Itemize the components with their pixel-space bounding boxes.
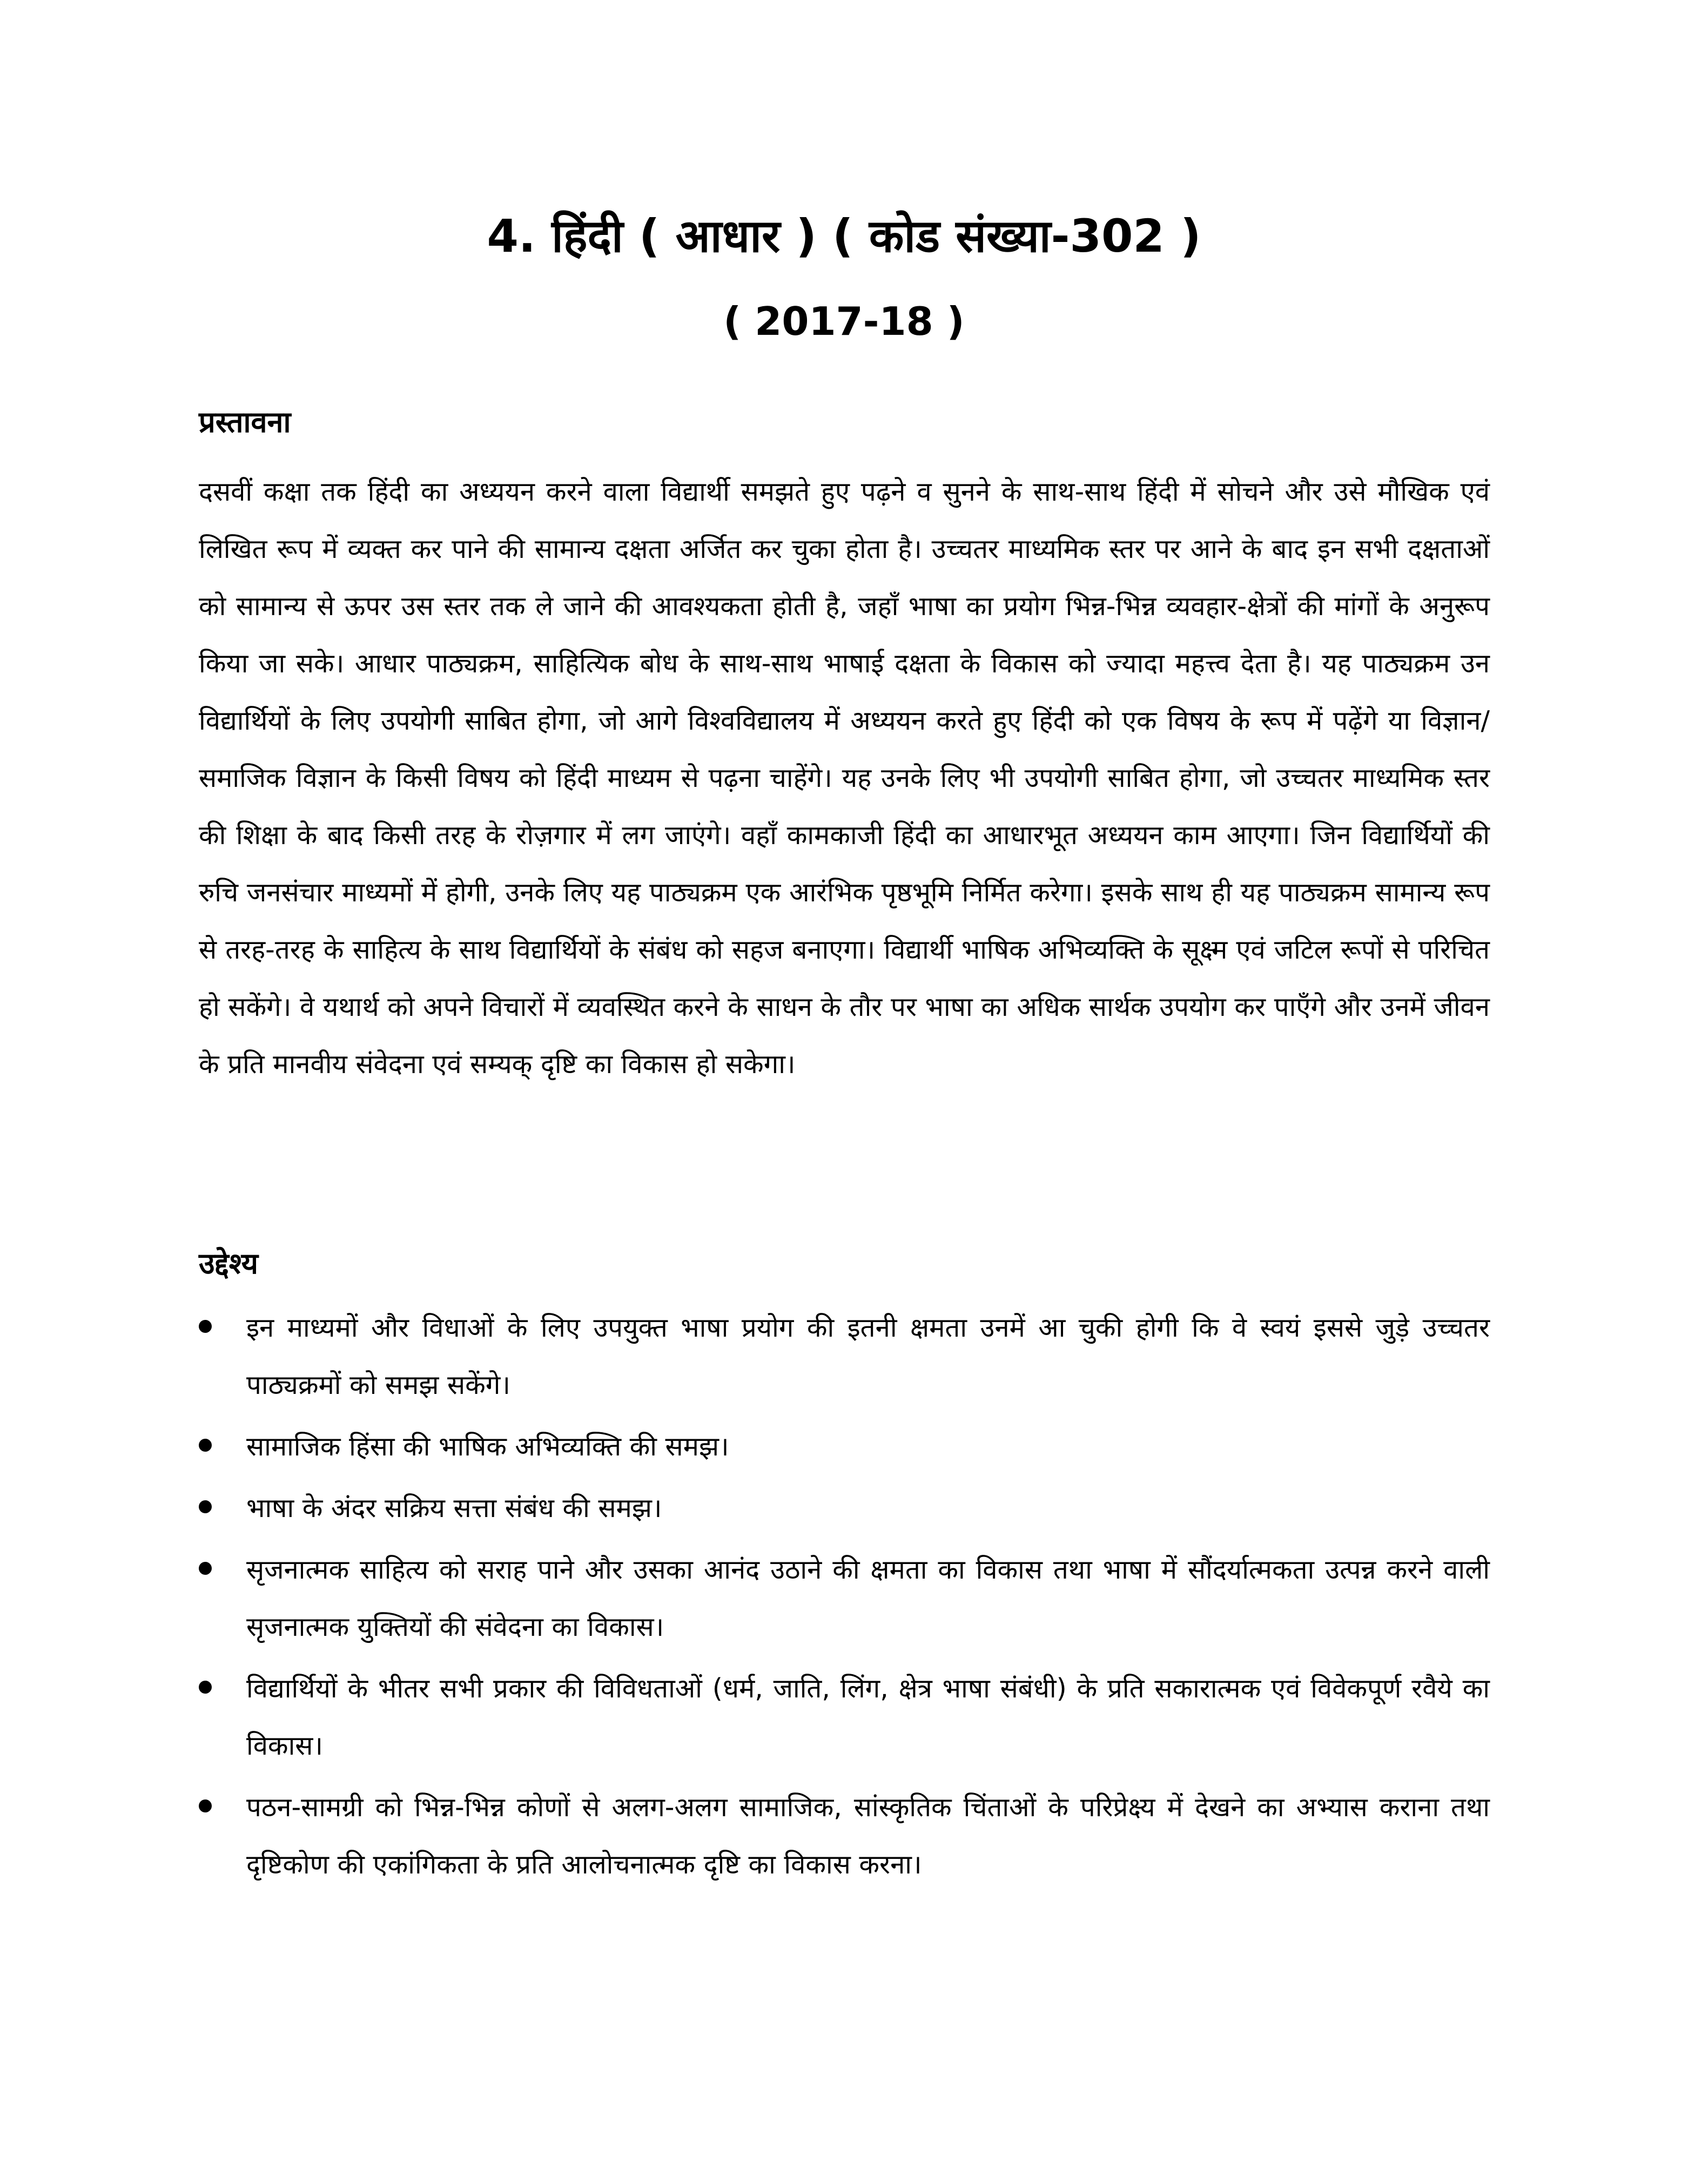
list-item xyxy=(199,1779,1490,1893)
list-item-text: विद्यार्थियों के भीतर सभी प्रकार की विविधताओं (धर्म, जाति, लिंग, क्षेत्र भाषा संबंधी) के प्रति सकारात्मक एवं विवेकपूर्ण रवैये का विकास। xyxy=(246,1673,1490,1761)
list-item xyxy=(199,1299,1490,1414)
list-item-text: सामाजिक हिंसा की भाषिक अभिव्यक्ति की समझ। xyxy=(246,1431,729,1462)
session-year: ( 2017-18 ) xyxy=(723,299,965,344)
list-item xyxy=(199,1541,1490,1656)
introduction-paragraph: दसवीं कक्षा तक हिंदी का अध्ययन करने वाला विद्यार्थी समझते हुए पढ़ने व सुनने के साथ-साथ हिंदी में सोचने और उसे मौखिक एवं लिखित रूप में व्यक्त कर पाने की सामान्य दक्षता अर्जित कर चुका होता है। उच्चतर माध्यमिक स्तर पर आने के बाद इन सभी दक्षताओं को सामान्य से ऊपर उस स्तर तक ले जाने की आवश्यकता होती है, जहाँ भाषा का प्रयोग भिन्न-भिन्न व्यवहार-क्षेत्रों की मांगों के अनुरूप किया जा सके। आधार पाठ्यक्रम, साहित्यिक बोध के साथ-साथ भाषाई दक्षता के विकास को ज्यादा महत्त्व देता है। यह पाठ्यक्रम उन विद्यार्थियों के लिए उपयोगी साबित होगा, जो आगे विश्वविद्यालय में अध्ययन करते हुए हिंदी को एक विषय के रूप में पढ़ेंगे या विज्ञान/समाजिक विज्ञान के किसी विषय को हिंदी माध्यम से पढ़ना चाहेंगे। यह उनके लिए भी उपयोगी साबित होगा, जो उच्चतर माध्यमिक स्तर की शिक्षा के बाद किसी तरह के रोज़गार में लग जाएंगे। वहाँ कामकाजी हिंदी का आधारभूत अध्ययन काम आएगा। जिन विद्यार्थियों की रुचि जनसंचार माध्यमों में होगी, उनके लिए यह पाठ्यक्रम एक आरंभिक पृष्ठभूमि निर्मित करेगा। इसके साथ ही यह पाठ्यक्रम सामान्य रूप से तरह-तरह के साहित्य के साथ विद्यार्थियों के संबंध को सहज बनाएगा। विद्यार्थी भाषिक अभिव्यक्ति के सूक्ष्म एवं जटिल रूपों से परिचित हो सकेंगे। वे यथार्थ को अपने विचारों में व्यवस्थित करने के साधन के तौर पर भाषा का अधिक सार्थक उपयोग कर पाएँगे और उनमें जीवन के प्रति मानवीय संवेदना एवं सम्यक् दृष्टि का विकास हो सकेगा। xyxy=(199,476,1490,1080)
bullet-icon xyxy=(199,1320,212,1333)
list-item xyxy=(199,1660,1490,1775)
introduction-heading: प्रस्तावना xyxy=(199,405,291,439)
objectives-heading: उद्देश्य xyxy=(199,1246,258,1280)
bullet-icon xyxy=(199,1681,212,1694)
bullet-icon xyxy=(199,1799,212,1812)
document-title: 4. हिंदी ( आधार ) ( कोड संख्या-302 ) xyxy=(487,210,1201,262)
list-item xyxy=(199,1480,1490,1537)
list-item-text: सृजनात्मक साहित्य को सराह पाने और उसका आनंद उठाने की क्षमता का विकास तथा भाषा में सौंदर्यात्मकता उत्पन्न करने वाली सृजनात्मक युक्तियों की संवेदना का विकास। xyxy=(246,1554,1490,1642)
list-item-text: भाषा के अंदर सक्रिय सत्ता संबंध की समझ। xyxy=(246,1493,662,1524)
list-item-text: पठन-सामग्री को भिन्न-भिन्न कोणों से अलग-अलग सामाजिक, सांस्कृतिक चिंताओं के परिप्रेक्ष्य में देखने का अभ्यास कराना तथा दृष्टिकोण की एकांगिकता के प्रति आलोचनात्मक दृष्टि का विकास करना। xyxy=(246,1792,1490,1880)
bullet-icon xyxy=(199,1439,212,1452)
list-item xyxy=(199,1418,1490,1475)
list-item-text: इन माध्यमों और विधाओं के लिए उपयुक्त भाषा प्रयोग की इतनी क्षमता उनमें आ चुकी होगी कि वे स्वयं इससे जुड़े उच्चतर पाठ्यक्रमों को समझ सकेंगे। xyxy=(246,1312,1490,1400)
objectives-list xyxy=(199,1299,1490,1898)
bullet-icon xyxy=(199,1500,212,1513)
bullet-icon xyxy=(199,1562,212,1575)
